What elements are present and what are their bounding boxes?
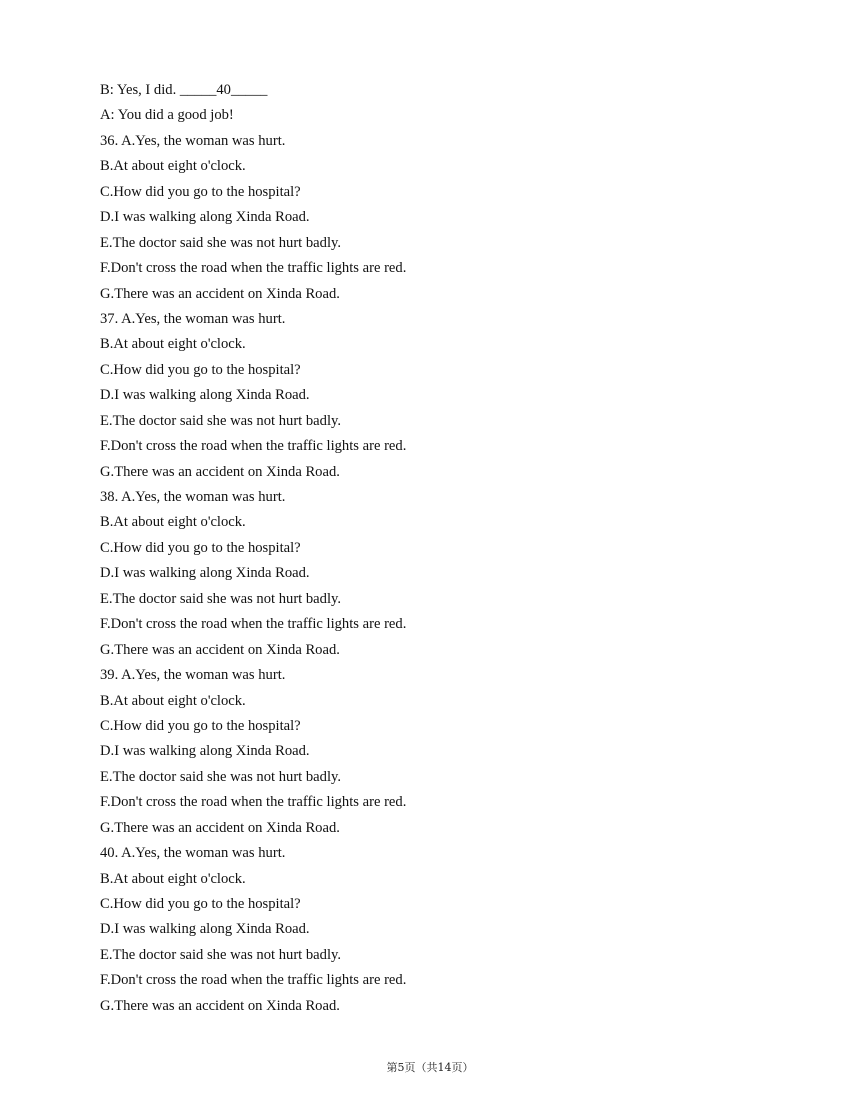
question-39-option-g: G.There was an accident on Xinda Road. bbox=[100, 819, 340, 836]
question-38-option-e: E.The doctor said she was not hurt badly. bbox=[100, 590, 342, 607]
document-body bbox=[100, 78, 800, 1019]
question-39-option-d: D.I was walking along Xinda Road. bbox=[100, 743, 310, 760]
dialogue-line-b: B: Yes, I did. _____40_____ bbox=[100, 82, 268, 98]
question-38-option-c: C.How did you go to the hospital? bbox=[100, 539, 301, 556]
question-40-option-e: E.The doctor said she was not hurt badly. bbox=[100, 946, 342, 963]
dialogue-line-a: A: You did a good job! bbox=[100, 107, 234, 124]
question-36-option-b: B.At about eight o'clock. bbox=[100, 158, 246, 175]
question-38-option-g: G.There was an accident on Xinda Road. bbox=[100, 641, 340, 658]
question-37-option-e: E.The doctor said she was not hurt badly. bbox=[100, 412, 342, 429]
question-40-option-b: B.At about eight o'clock. bbox=[100, 870, 246, 887]
question-36-option-a: 36. A.Yes, the woman was hurt. bbox=[100, 132, 286, 149]
question-38-option-d: D.I was walking along Xinda Road. bbox=[100, 565, 310, 582]
question-37-option-d: D.I was walking along Xinda Road. bbox=[100, 387, 310, 404]
question-39-option-b: B.At about eight o'clock. bbox=[100, 692, 246, 709]
question-40-option-a: 40. A.Yes, the woman was hurt. bbox=[100, 845, 286, 862]
question-39-option-e: E.The doctor said she was not hurt badly. bbox=[100, 768, 342, 785]
question-40-option-c: C.How did you go to the hospital? bbox=[100, 896, 301, 912]
question-37-option-g: G.There was an accident on Xinda Road. bbox=[100, 463, 340, 480]
question-37-option-c: C.How did you go to the hospital? bbox=[100, 361, 301, 378]
question-39-option-f: F.Don't cross the road when the traffic lights are red. bbox=[100, 794, 407, 811]
question-39-option-c: C.How did you go to the hospital? bbox=[100, 717, 301, 734]
question-36-option-g: G.There was an accident on Xinda Road. bbox=[100, 285, 340, 302]
question-40-option-g: G.There was an accident on Xinda Road. bbox=[100, 997, 340, 1014]
question-40-option-d: D.I was walking along Xinda Road. bbox=[100, 921, 310, 938]
question-40-option-f: F.Don't cross the road when the traffic lights are red. bbox=[100, 972, 407, 989]
question-37-option-f: F.Don't cross the road when the traffic lights are red. bbox=[100, 438, 407, 455]
question-38-option-f: F.Don't cross the road when the traffic lights are red. bbox=[100, 616, 407, 633]
question-36-option-c: C.How did you go to the hospital? bbox=[100, 183, 301, 200]
question-36-option-e: E.The doctor said she was not hurt badly. bbox=[100, 234, 342, 251]
question-38-option-a: 38. A.Yes, the woman was hurt. bbox=[100, 489, 286, 505]
question-38-option-b: B.At about eight o'clock. bbox=[100, 514, 246, 531]
question-36-option-d: D.I was walking along Xinda Road. bbox=[100, 209, 310, 226]
question-36-option-f: F.Don't cross the road when the traffic lights are red. bbox=[100, 260, 407, 277]
question-39-option-a: 39. A.Yes, the woman was hurt. bbox=[100, 667, 286, 684]
question-37-option-b: B.At about eight o'clock. bbox=[100, 336, 246, 353]
question-37-option-a: 37. A.Yes, the woman was hurt. bbox=[100, 310, 286, 327]
page-number-footer: 第5页（共14页） bbox=[386, 1061, 474, 1074]
